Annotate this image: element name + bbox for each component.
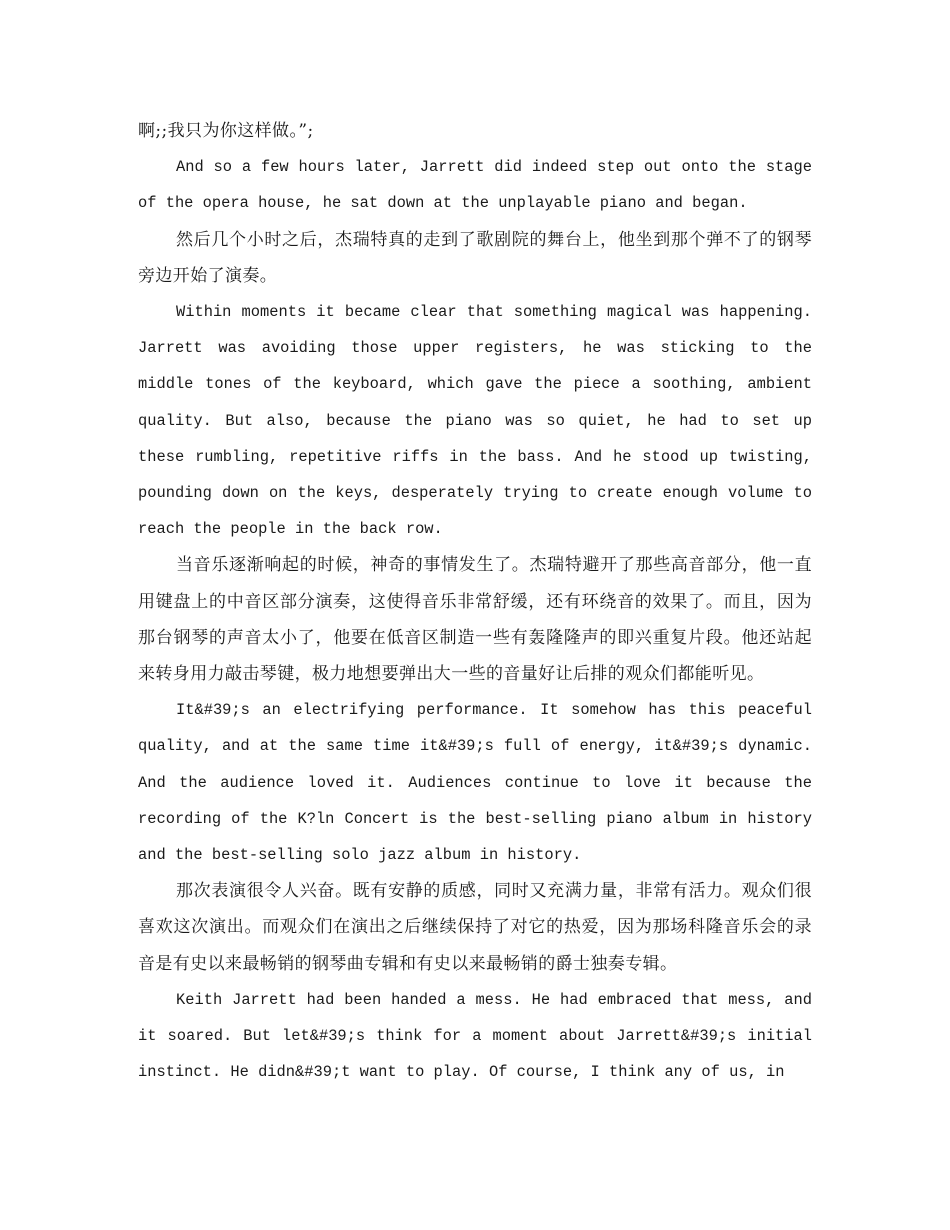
paragraph-en-mess: Keith Jarrett had been handed a mess. He had embraced that mess, and it soared. But let&#39;s think for a moment about Jarrett&#39;s initial instinct. He didn&#39;t want to play. Of course, I think any of us, in (138, 990, 812, 1082)
paragraph-zh-magic: 当音乐逐渐响起的时候，神奇的事情发生了。杰瑞特避开了那些高音部分，他一直用键盘上的中音区部分演奏，这使得音乐非常舒缓，还有环绕音的效果了。而且，因为那台钢琴的声音太小了，他要在低音区制造一些有轰隆隆声的即兴重复片段。他还站起来转身用力敲击琴键，极力地想要弹出大一些的音量好让后排的观众们都能听见。 (138, 555, 812, 685)
paragraph-en-magic: Within moments it became clear that something magical was happening. Jarrett was avoiding those upper registers, he was sticking to the middle tones of the keyboard, which gave the piece a soothing, ambient quality. But also, because the piano was so quiet, he had to set up these rumbling, repetitive riffs in the bass. And he stood up twisting, pounding down on the keys, desperately trying to create enough volume to reach the people in the back row. (138, 303, 812, 539)
paragraph-en-performance: It&#39;s an electrifying performance. It somehow has this peaceful quality, and at the same time it&#39;s full of energy, it&#39;s dynamic. And the audience loved it. Audiences continue to love it because the recording of the K?ln Concert is the best-selling piano album in history and the best-selling solo jazz album in history. (138, 701, 812, 865)
paragraph-zh-stage: 然后几个小时之后，杰瑞特真的走到了歌剧院的舞台上，他坐到那个弹不了的钢琴旁边开始了演奏。 (138, 229, 812, 286)
paragraph-en-stage: And so a few hours later, Jarrett did indeed step out onto the stage of the opera house, he sat down at the unplayable piano and began. (138, 158, 812, 213)
paragraph-zh-fragment: 啊;;我只为你这样做。”; (138, 121, 314, 141)
document-page (138, 113, 812, 1090)
paragraph-zh-performance: 那次表演很令人兴奋。既有安静的质感，同时又充满力量，非常有活力。观众们很喜欢这次演出。而观众们在演出之后继续保持了对它的热爱，因为那场科隆音乐会的录音是有史以来最畅销的钢琴曲专辑和有史以来最畅销的爵士独奏专辑。 (138, 881, 812, 974)
